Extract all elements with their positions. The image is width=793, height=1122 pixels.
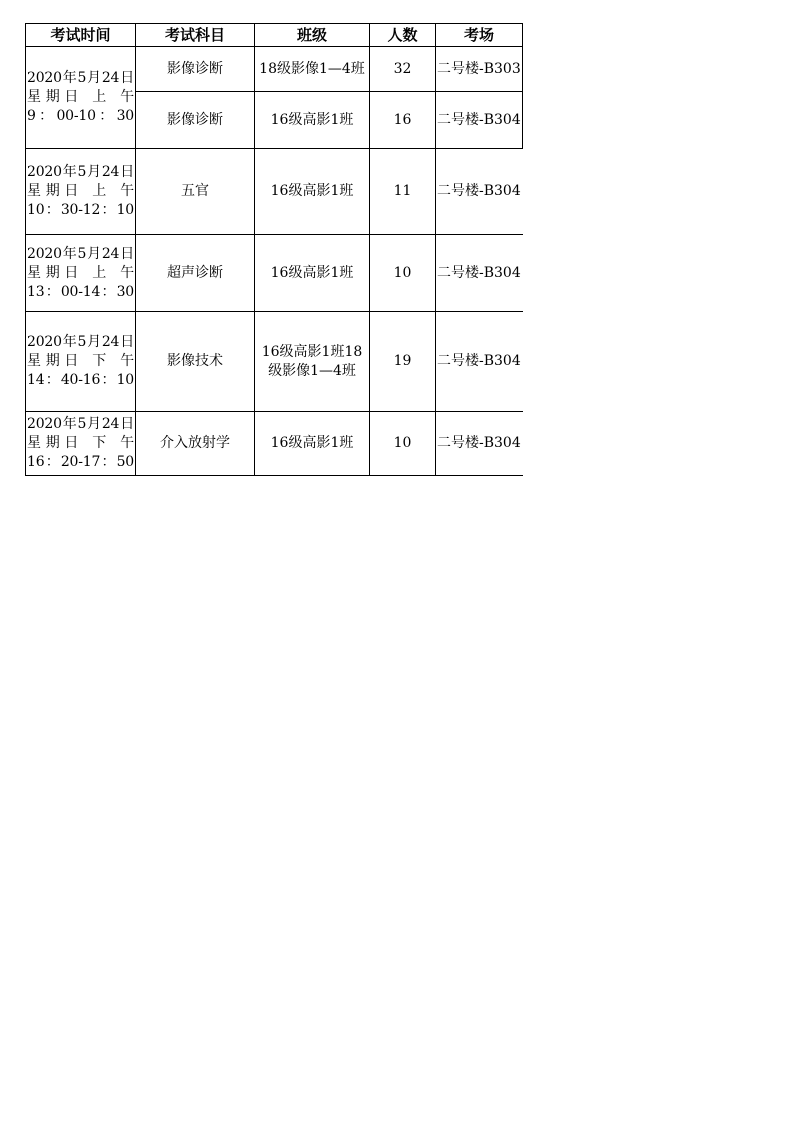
count-cell: 10 [370, 235, 436, 312]
exam-weekday-period: 星期日 下 午 [27, 435, 134, 451]
exam-schedule-table [25, 23, 523, 476]
class-cell: 18级影像1—4班 [255, 47, 370, 92]
exam-subject-cell: 超声诊断 [136, 235, 255, 312]
exam-date: 2020年5月24日 [27, 70, 134, 86]
table-row [26, 312, 523, 412]
exam-time-range: 16：20-17：50 [27, 454, 134, 470]
count-cell: 32 [370, 47, 436, 92]
exam-room-cell: 二号楼-B304 [436, 235, 523, 312]
exam-time-cell [26, 235, 136, 312]
class-cell: 16级高影1班18级影像1—4班 [255, 312, 370, 412]
exam-schedule-sheet [25, 23, 522, 476]
table-row [26, 149, 523, 235]
exam-date: 2020年5月24日 [27, 245, 134, 262]
exam-subject-cell: 影像诊断 [136, 92, 255, 149]
exam-room-cell: 二号楼-B304 [436, 92, 523, 149]
count-cell: 16 [370, 92, 436, 149]
exam-weekday-period: 星期日 上 午 [27, 264, 134, 281]
exam-room-cell: 二号楼-B304 [436, 149, 523, 235]
exam-subject-cell: 影像技术 [136, 312, 255, 412]
exam-date: 2020年5月24日 [27, 164, 134, 180]
count-cell: 19 [370, 312, 436, 412]
exam-time-range: 13：00-14：30 [27, 283, 134, 300]
exam-weekday-period: 星期日 上 午 [27, 183, 134, 199]
exam-time-range: 10：30-12：10 [27, 202, 134, 218]
exam-date: 2020年5月24日 [27, 416, 134, 432]
exam-time-cell [26, 312, 136, 412]
exam-time-range: 14：40-16：10 [27, 372, 134, 388]
exam-room-cell: 二号楼-B304 [436, 312, 523, 412]
exam-time-cell [26, 47, 136, 149]
table-row [26, 412, 523, 476]
count-cell: 10 [370, 412, 436, 476]
header-exam-subject: 考试科目 [136, 24, 255, 47]
header-count: 人数 [370, 24, 436, 47]
header-exam-time: 考试时间 [26, 24, 136, 47]
header-row [26, 24, 523, 47]
table-row [26, 235, 523, 312]
class-cell: 16级高影1班 [255, 412, 370, 476]
count-cell: 11 [370, 149, 436, 235]
exam-subject-cell: 五官 [136, 149, 255, 235]
exam-weekday-period: 星期日 下 午 [27, 353, 134, 369]
header-class: 班级 [255, 24, 370, 47]
class-cell: 16级高影1班 [255, 149, 370, 235]
exam-time-cell [26, 412, 136, 476]
exam-time-range: 9：00-10：30 [27, 108, 134, 124]
class-cell: 16级高影1班 [255, 92, 370, 149]
exam-room-cell: 二号楼-B304 [436, 412, 523, 476]
header-exam-room: 考场 [436, 24, 523, 47]
table-row [26, 47, 523, 92]
exam-date: 2020年5月24日 [27, 334, 134, 350]
class-cell: 16级高影1班 [255, 235, 370, 312]
exam-time-cell [26, 149, 136, 235]
exam-subject-cell: 介入放射学 [136, 412, 255, 476]
exam-subject-cell: 影像诊断 [136, 47, 255, 92]
exam-room-cell: 二号楼-B303 [436, 47, 523, 92]
exam-weekday-period: 星期日 上 午 [27, 89, 134, 105]
